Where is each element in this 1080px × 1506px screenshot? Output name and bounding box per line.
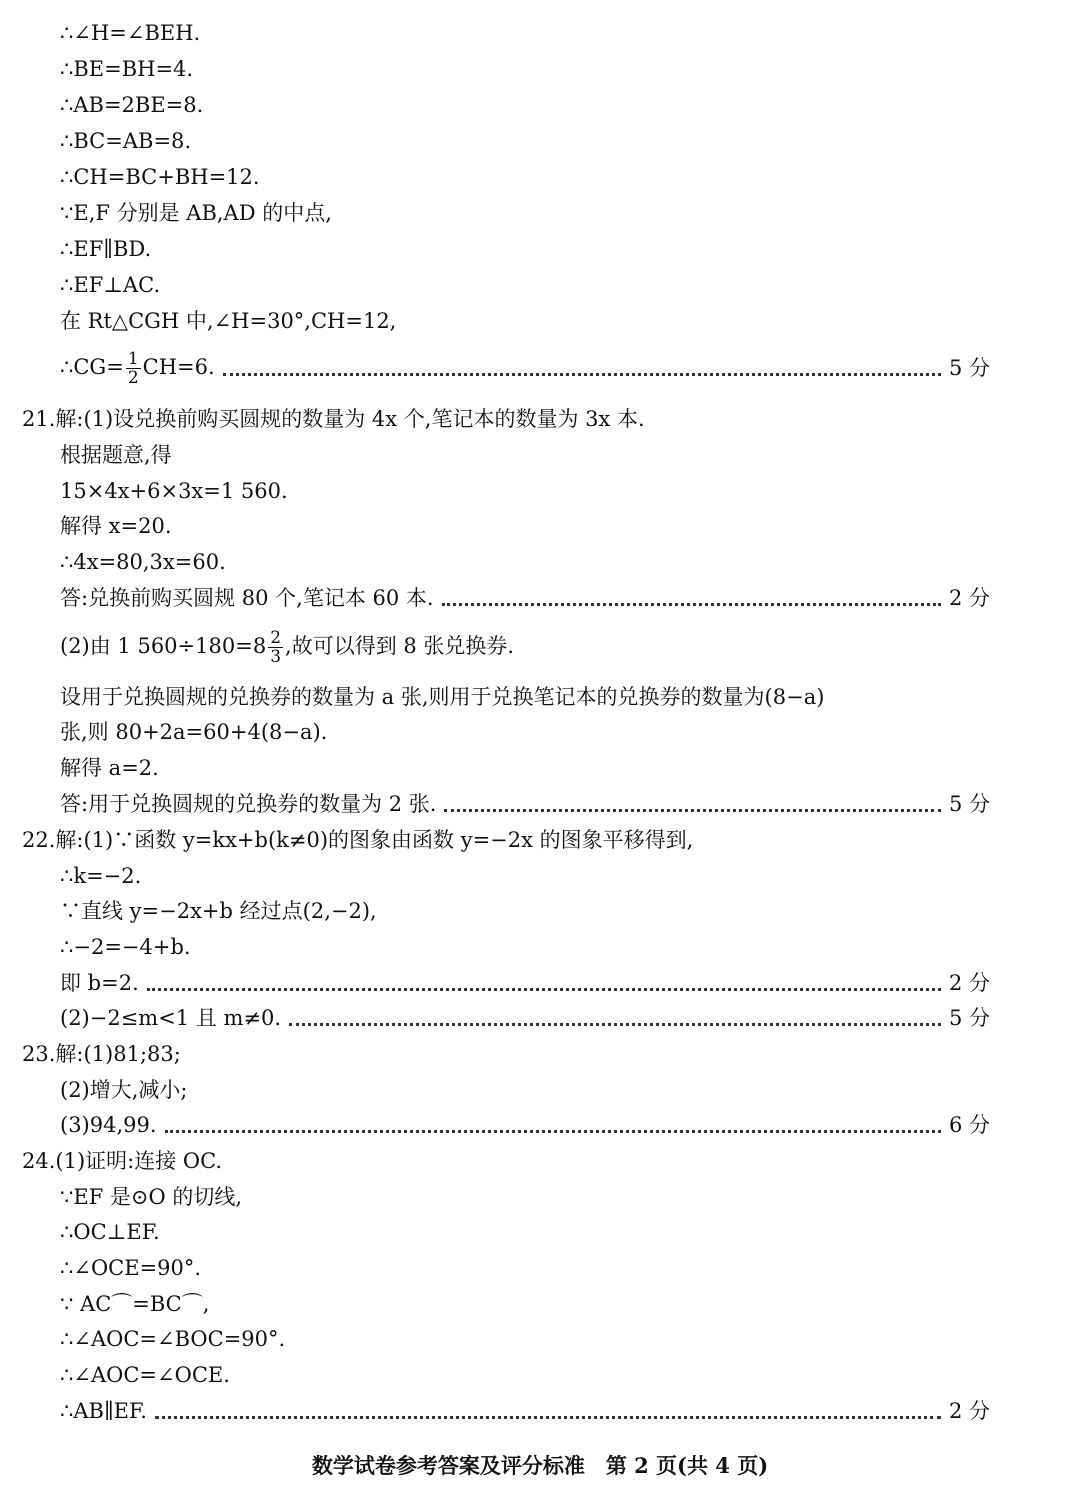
question-22-header: [22, 822, 990, 858]
score-label: 5 分: [948, 792, 990, 816]
score-label: 2 分: [948, 971, 990, 995]
line-text: [60, 628, 514, 666]
solution-line: [60, 350, 990, 386]
solution-line: [60, 714, 990, 750]
line-text: ∴∠AOC=∠OCE.: [60, 1363, 230, 1387]
line-text: ∴∠OCE=90°.: [60, 1256, 202, 1280]
solution-line: [60, 1357, 990, 1393]
fraction-denominator: 2: [127, 368, 139, 388]
solution-line: [60, 893, 990, 929]
score-label: 2 分: [948, 1399, 990, 1423]
solution-line: [60, 679, 990, 715]
solution-line: [60, 1250, 990, 1286]
formula-prefix: ∴CG=: [60, 355, 124, 379]
score-label: 6 分: [948, 1113, 990, 1137]
question-21-header: [22, 401, 990, 437]
line-text: ∵EF 是⊙O 的切线,: [60, 1185, 243, 1209]
question-24-header: [22, 1143, 990, 1179]
page-footer: 数学试卷参考答案及评分标准 第 2 页(共 4 页): [311, 1453, 769, 1478]
line-text: 即 b=2.: [60, 971, 139, 995]
dot-leader: [442, 603, 941, 606]
line-text: 23.解:(1)81;83;: [22, 1042, 181, 1066]
dot-leader: [165, 1130, 941, 1133]
line-text: 解得 x=20.: [60, 514, 172, 538]
formula-suffix: ,故可以得到 8 张兑换券.: [285, 634, 515, 658]
solution-line: [60, 15, 990, 51]
line-text: ∴OC⊥EF.: [60, 1220, 160, 1244]
dot-leader: [289, 1023, 941, 1026]
fraction-numerator: 2: [270, 628, 282, 648]
line-text: 24.(1)证明:连接 OC.: [22, 1149, 223, 1173]
solution-line: [60, 231, 990, 267]
solution-line: [60, 1393, 990, 1429]
line-text: ∵直线 y=−2x+b 经过点(2,−2),: [60, 899, 377, 923]
line-text: 在 Rt△CGH 中,∠H=30°,CH=12,: [60, 309, 397, 333]
line-text: ∵ AC⌒=BC⌒,: [60, 1292, 210, 1316]
score-label: 2 分: [948, 586, 990, 610]
solution-line: [60, 437, 990, 473]
solution-line: [60, 965, 990, 1001]
line-text: ∴k=−2.: [60, 864, 142, 888]
solution-line: [60, 750, 990, 786]
fraction-denominator: 3: [270, 647, 282, 667]
line-text: 解得 a=2.: [60, 756, 159, 780]
fraction: [268, 629, 283, 666]
line-text: 15×4x+6×3x=1 560.: [60, 479, 288, 503]
solution-line: [60, 159, 990, 195]
solution-line: [60, 1286, 990, 1322]
solution-line: [60, 87, 990, 123]
solution-line: [60, 929, 990, 965]
line-text: 答:用于兑换圆规的兑换券的数量为 2 张.: [60, 792, 437, 816]
solution-line: [60, 195, 990, 231]
formula-suffix: CH=6.: [142, 355, 215, 379]
line-text: ∴EF∥BD.: [60, 237, 152, 261]
line-text: 张,则 80+2a=60+4(8−a).: [60, 720, 328, 744]
line-text: 根据题意,得: [60, 443, 172, 467]
line-text: 22.解:(1)∵函数 y=kx+b(k≠0)的图象由函数 y=−2x 的图象平移得到,: [22, 828, 694, 852]
line-text: 21.解:(1)设兑换前购买圆规的数量为 4x 个,笔记本的数量为 3x 本.: [22, 407, 645, 431]
line-text: ∴AB=2BE=8.: [60, 93, 204, 117]
line-text: ∴4x=80,3x=60.: [60, 550, 226, 574]
fraction: [126, 350, 141, 387]
line-text: ∴∠AOC=∠BOC=90°.: [60, 1327, 286, 1351]
fraction-numerator: 1: [127, 349, 139, 369]
solution-line: [60, 303, 990, 339]
line-text: ∴EF⊥AC.: [60, 273, 161, 297]
dot-leader: [223, 373, 941, 376]
dot-leader: [444, 809, 940, 812]
solution-line: [60, 1000, 990, 1036]
solution-line: [60, 123, 990, 159]
solution-line: [60, 629, 990, 665]
line-text: (3)94,99.: [60, 1113, 157, 1137]
score-label: 5 分: [948, 356, 990, 380]
solution-line: [60, 580, 990, 616]
question-23-header: [22, 1036, 990, 1072]
solution-line: [60, 473, 990, 509]
formula-prefix: (2)由 1 560÷180=8: [60, 634, 267, 658]
line-text: 设用于兑换圆规的兑换券的数量为 a 张,则用于兑换笔记本的兑换券的数量为(8−a): [60, 685, 825, 709]
line-text: [60, 349, 215, 387]
solution-line: [60, 51, 990, 87]
solution-line: [60, 858, 990, 894]
solution-line: [60, 786, 990, 822]
line-text: (2)−2≤m<1 且 m≠0.: [60, 1006, 282, 1030]
solution-line: [60, 508, 990, 544]
line-text: ∴−2=−4+b.: [60, 935, 191, 959]
line-text: ∴AB∥EF.: [60, 1399, 147, 1423]
score-label: 5 分: [948, 1006, 990, 1030]
line-text: ∴BE=BH=4.: [60, 57, 194, 81]
line-text: ∴∠H=∠BEH.: [60, 21, 201, 45]
dot-leader: [155, 1416, 941, 1419]
line-text: ∵E,F 分别是 AB,AD 的中点,: [60, 201, 332, 225]
solution-line: [60, 544, 990, 580]
line-text: ∴BC=AB=8.: [60, 129, 192, 153]
dot-leader: [147, 988, 941, 991]
line-text: (2)增大,减小;: [60, 1078, 188, 1102]
solution-line: [60, 1179, 990, 1215]
solution-line: [60, 1072, 990, 1108]
line-text: ∴CH=BC+BH=12.: [60, 165, 260, 189]
solution-line: [60, 1214, 990, 1250]
solution-line: [60, 267, 990, 303]
solution-line: [60, 1321, 990, 1357]
line-text: 答:兑换前购买圆规 80 个,笔记本 60 本.: [60, 586, 434, 610]
solution-line: [60, 1107, 990, 1143]
